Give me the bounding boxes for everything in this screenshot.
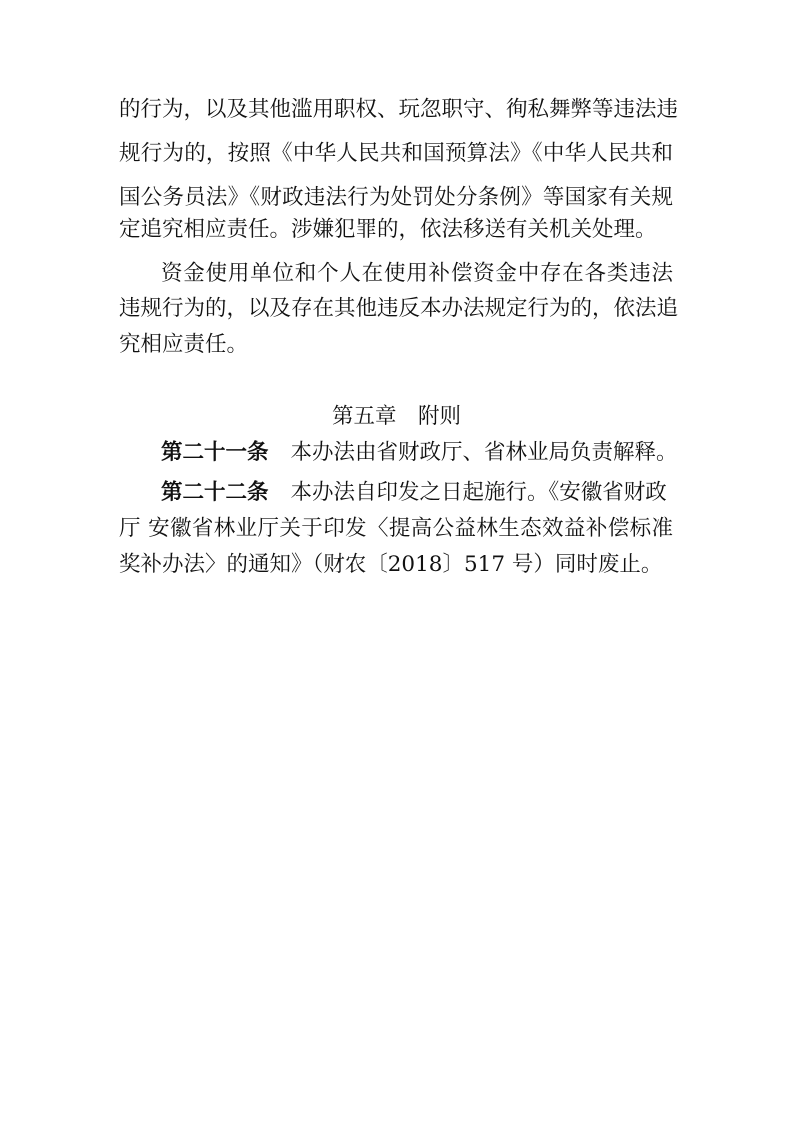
article-22-line-3: 奖补办法〉的通知》（财农〔2018〕517 号）同时废止。 — [119, 552, 663, 577]
paragraph-1-line-1: 的行为，以及其他滥用职权、玩忽职守、徇私舞弊等违法违 — [119, 97, 679, 122]
paragraph-2-line-2: 违规行为的，以及存在其他违反本办法规定行为的，依法追 — [119, 296, 679, 321]
paragraph-2-line-1: 资金使用单位和个人在使用补偿资金中存在各类违法 — [161, 261, 673, 286]
chapter-heading: 第五章 附则 — [331, 404, 461, 429]
paragraph-2-line-3: 究相应责任。 — [119, 332, 249, 357]
article-22-line-2: 厅 安徽省林业厅关于印发〈提高公益林生态效益补偿标准 — [119, 516, 673, 541]
paragraph-1-line-3: 国公务员法》《财政违法行为处罚处分条例》等国家有关规 — [119, 185, 673, 210]
article-21 — [161, 441, 678, 465]
article-22-label: 第二十二条 — [161, 480, 269, 505]
article-21-text: 本办法由省财政厅、省林业局负责解释。 — [290, 440, 678, 465]
article-22-text-line-1: 本办法自印发之日起施行。《安徽省财政 — [290, 480, 667, 505]
article-22-line-1 — [161, 481, 667, 505]
paragraph-1-line-2: 规行为的，按照《中华人民共和国预算法》《中华人民共和 — [119, 141, 673, 166]
article-21-label: 第二十一条 — [161, 440, 269, 465]
paragraph-1-line-4: 定追究相应责任。涉嫌犯罪的，依法移送有关机关处理。 — [119, 217, 657, 242]
